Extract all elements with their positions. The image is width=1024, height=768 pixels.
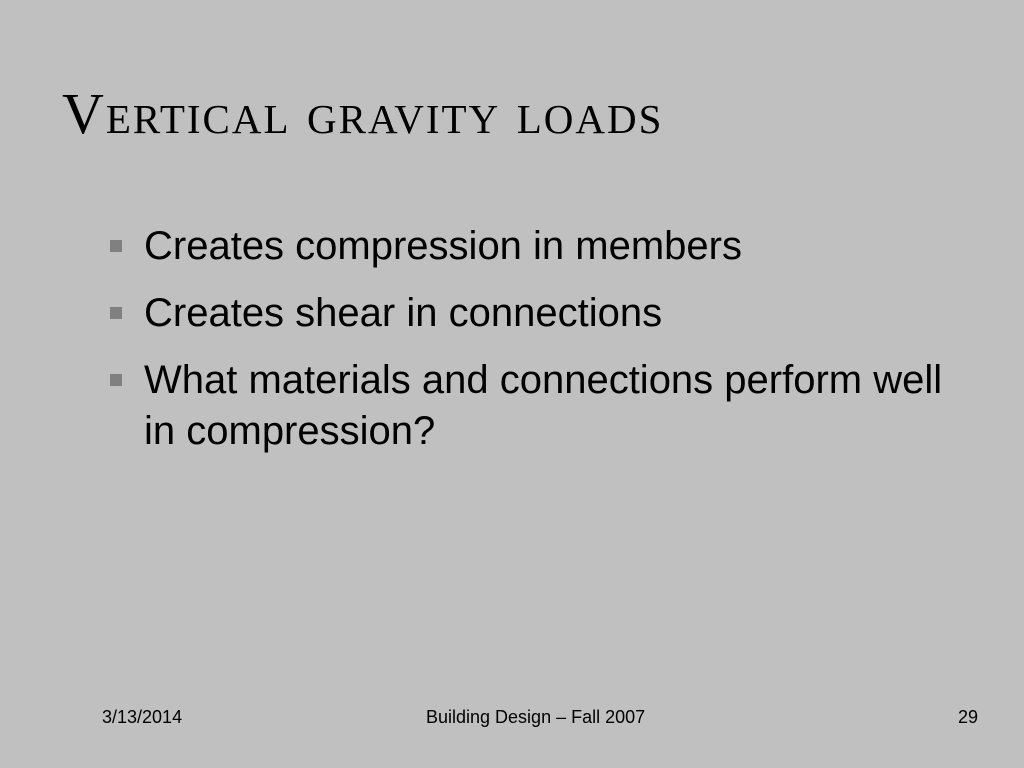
- bullet-item: [104, 355, 984, 457]
- footer-title: Building Design – Fall 2007: [426, 707, 646, 727]
- footer-date: 3/13/2014: [102, 707, 183, 727]
- slide-number: 29: [958, 707, 979, 727]
- bullet-text: Creates compression in members: [144, 224, 742, 268]
- bullet-text: What materials and connections perform well in compression?: [144, 358, 943, 453]
- bullet-text: Creates shear in connections: [144, 291, 663, 335]
- square-bullet-icon: [110, 374, 122, 386]
- square-bullet-icon: [110, 307, 122, 319]
- bullet-item: [104, 288, 984, 339]
- slide-title: Vertical gravity loads: [62, 81, 664, 146]
- bullet-list: [104, 221, 984, 473]
- bullet-item: [104, 221, 984, 272]
- square-bullet-icon: [110, 240, 122, 252]
